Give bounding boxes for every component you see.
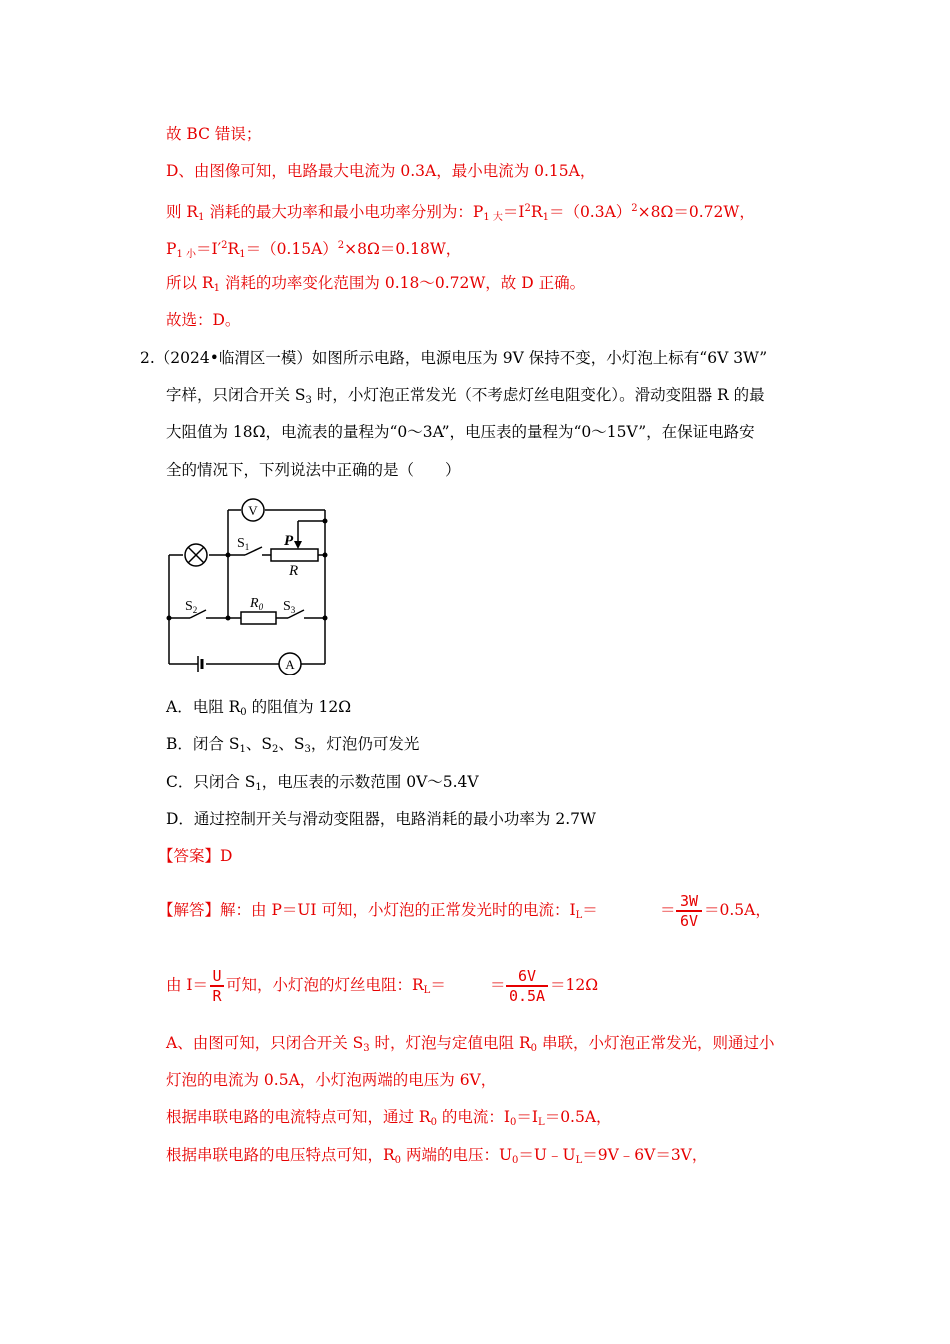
junction-dot [323,519,328,524]
question-stem: 全的情况下，下列说法中正确的是（ ） [166,461,461,479]
junction-dot [226,616,231,621]
junction-dot [323,616,328,621]
analysis-line: 由 I＝ [166,976,209,994]
option-d: D．通过控制开关与滑动变阻器，电路消耗的最小功率为 2.7W [166,810,596,828]
fraction: U R [210,967,224,1005]
analysis-result: ＝12Ω [550,976,599,994]
junction-dot [167,616,172,621]
analysis-line: 灯泡的电流为 0.5A，小灯泡两端的电压为 6V， [166,1071,497,1089]
analysis-eq: ＝ [490,976,506,994]
solution-line: 故选：D。 [166,311,241,329]
voltmeter-label: V [248,503,258,518]
solution-line: 所以 $R_1$ 消耗的功率变化范围为 0.18～0.72W，故 D 正确。 [166,274,586,294]
question-stem: 2.（2024•临渭区一模）如图所示电路，电源电压为 9V 保持不变，小灯泡上标有“6V 3W” [140,349,768,367]
analysis-line: 可知，小灯泡的灯丝电阻：$R_L=$ [226,976,446,996]
s1-label: $S_1$ [237,536,250,552]
fraction: 6V 0.5A [506,967,548,1005]
solution-line: 故 BC 错误； [166,125,262,143]
voltmeter-icon [242,499,264,521]
question-stem: 大阻值为 18Ω，电流表的量程为“0～3A”，电压表的量程为“0～15V”，在保证电路安 [166,423,755,441]
r-label: R [289,563,299,579]
r0-label: $R_0$ [250,596,264,612]
analysis-eq: ＝ [660,901,676,919]
answer-line [158,846,232,866]
s3-label: $S_3$ [283,599,296,615]
solution-line: D、由图像可知，电路最大电流为 0.3A，最小电流为 0.15A， [166,162,596,180]
solution-line: $P_{1 小}=I'^2R_1=(0.15A)^2\times 8\Omega=0.18W$， [166,240,462,260]
analysis-line: 根据串联电路的电压特点可知，$R_0$ 两端的电压：$U_0=U﹣U_L=9V﹣6V=3V$， [166,1146,708,1166]
p-label: P [284,533,294,549]
option-b: B．闭合 $S_1$、$S_2$、$S_3$，灯泡仍可发光 [166,735,420,755]
fraction: 3W 6V [676,892,702,930]
s2-label: $S_2$ [185,599,198,615]
option-c: C．只闭合 $S_1$，电压表的示数范围 0V～5.4V [166,773,479,793]
slider-arrow-icon [294,541,302,549]
ammeter-label: A [285,657,295,672]
analysis-line: A、由图可知，只闭合开关 $S_3$ 时，灯泡与定值电阻 $R_0$ 串联，小灯泡正常发光，则通过小 [166,1034,775,1054]
analysis-result: ＝0.5A， [704,901,771,919]
question-stem: 字样，只闭合开关 $S_3$ 时，小灯泡正常发光（不考虑灯丝电阻变化）。滑动变阻器 R 的最 [166,386,765,406]
solution-line: 则 $R_1$ 消耗的最大功率和最小电功率分别为：$P_{1 大}=I^2R_1=(0.3A)^2\times 8\Omega=0.72W$， [166,203,755,223]
bulb-icon [185,544,207,566]
ammeter-icon [279,653,301,675]
analysis-line: 根据串联电路的电流特点可知，通过 $R_0$ 的电流：$I_0=I_L=0.5A$， [166,1108,612,1128]
answer-value: D [220,847,233,865]
circuit-diagram [160,495,340,675]
option-a: A．电阻 $R_0$ 的阻值为 12Ω [166,698,352,718]
analysis-line: 【解答】解：由 P＝UI 可知，小灯泡的正常发光时的电流：$I_L=$ [158,901,598,921]
junction-dot [226,553,231,558]
answer-label: 【答案】 [158,847,221,865]
junction-dot [323,553,328,558]
